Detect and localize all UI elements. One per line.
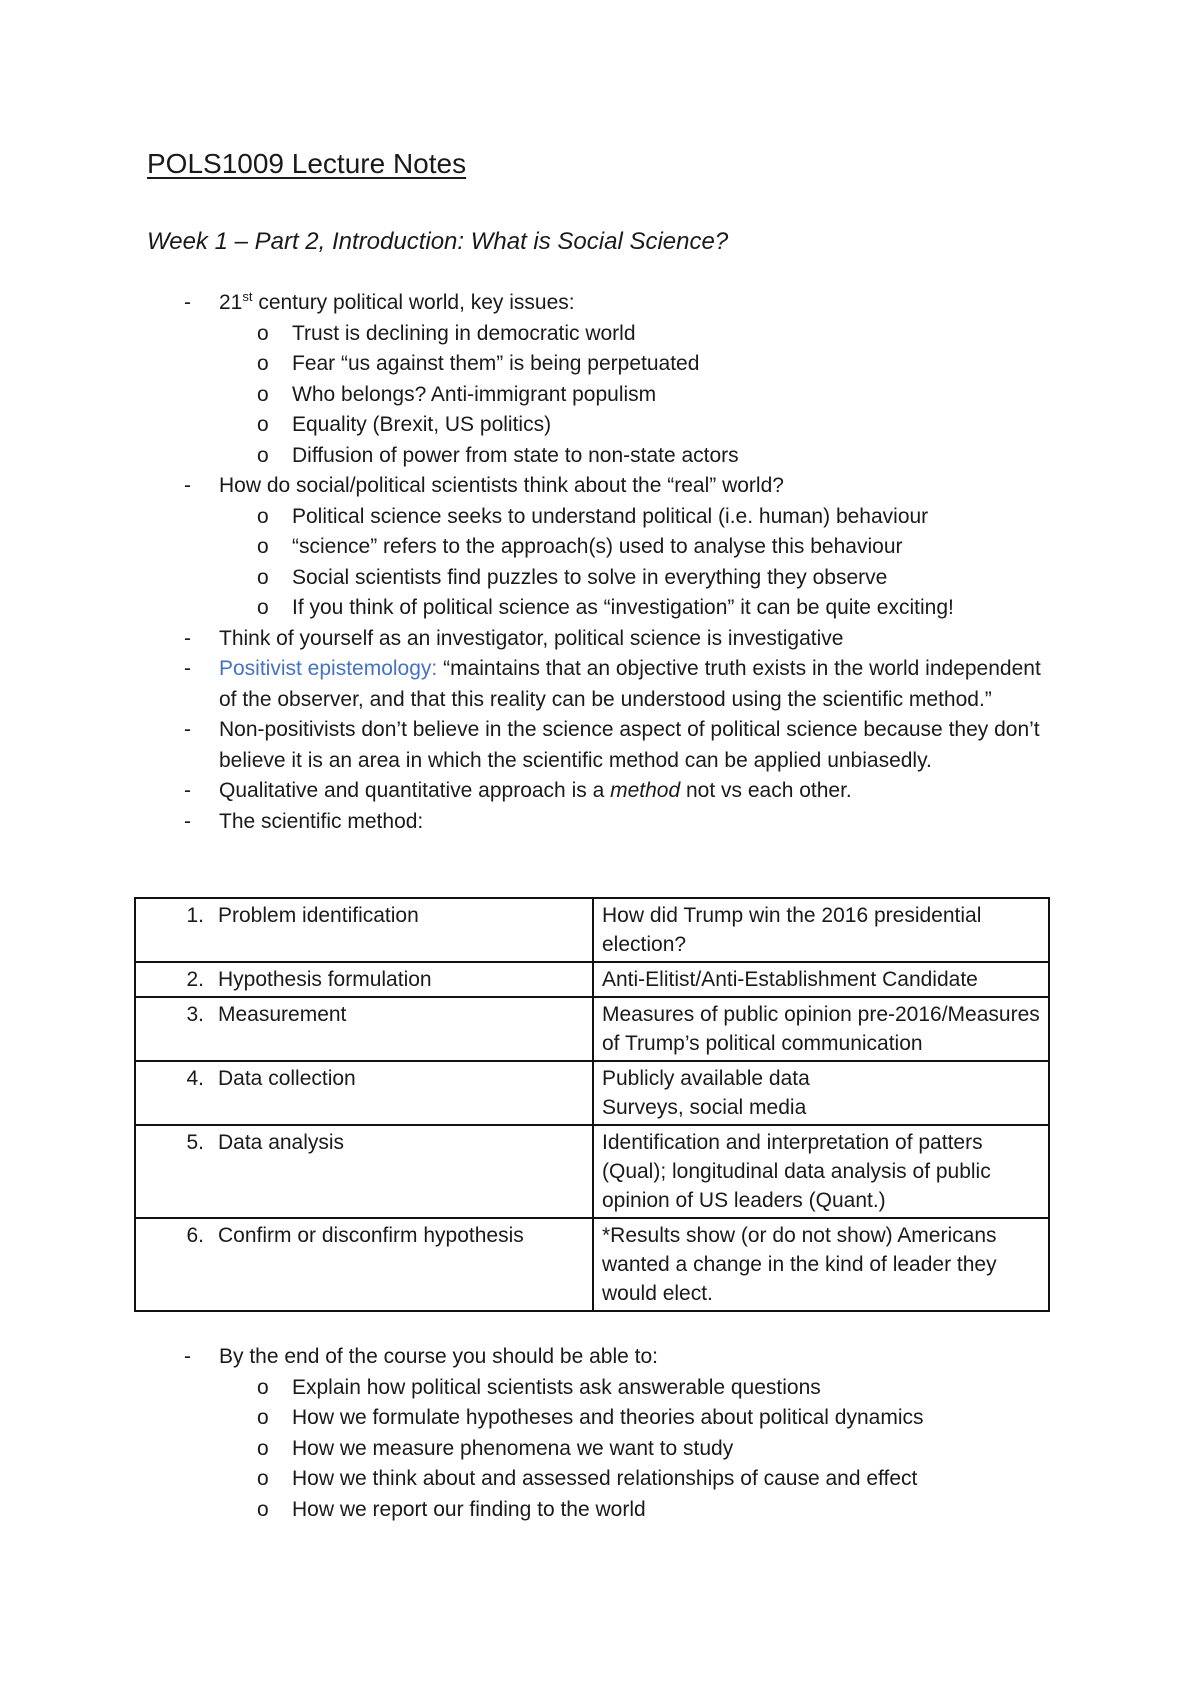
list-item-text: Non-positivists don’t believe in the science aspect of political science because they don’t believe it is an area in which the scientific method can be applied unbiasedly. (219, 718, 1040, 772)
dash-bullet: - (184, 718, 191, 741)
circle-bullet: o (257, 504, 269, 528)
circle-bullet: o (257, 352, 269, 375)
definition-term: Positivist epistemology: (219, 657, 438, 680)
circle-bullet: o (257, 565, 269, 589)
sub-item-text: Explain how political scientists ask answerable questions (292, 1375, 821, 1399)
circle-bullet: o (257, 1497, 269, 1521)
sub-item-text: Diffusion of power from state to non-state actors (292, 443, 739, 467)
step-label: Confirm or disconfirm hypothesis (218, 1224, 524, 1247)
example-cell: Measures of public opinion pre-2016/Measures of Trump’s political communication (593, 997, 1049, 1061)
list-item-text: 21 (219, 291, 243, 314)
list-item-text: not vs each other. (680, 779, 852, 802)
step-cell (135, 1061, 593, 1125)
step-label: Measurement (218, 1003, 347, 1026)
sub-item-text: How we formulate hypotheses and theories about political dynamics (292, 1406, 924, 1429)
sub-item-text: How we report our finding to the world (292, 1497, 646, 1521)
page-title: POLS1009 Lecture Notes (147, 148, 467, 179)
dash-bullet: - (184, 779, 191, 802)
example-cell: Anti-Elitist/Anti-Establishment Candidate (593, 962, 1049, 997)
list-item (0, 1342, 1200, 1373)
sub-list-item (0, 563, 1200, 594)
step-cell (135, 997, 593, 1061)
sub-item-text: Equality (Brexit, US politics) (292, 413, 552, 436)
list-item-text: The scientific method: (219, 809, 424, 833)
sub-list-item (0, 1464, 1200, 1495)
list-item-text: century political world, key issues: (252, 291, 575, 314)
sub-list-item (0, 441, 1200, 472)
sub-list-item (0, 1495, 1200, 1526)
circle-bullet: o (257, 443, 269, 467)
dash-bullet: - (184, 291, 191, 314)
circle-bullet: o (257, 535, 269, 558)
step-number: 1. (186, 904, 204, 927)
step-label: Hypothesis formulation (218, 968, 432, 991)
step-cell (135, 962, 593, 997)
step-cell (135, 1125, 593, 1218)
outcomes-list (0, 1342, 1200, 1525)
list-item (0, 776, 1200, 807)
sub-item-text: How we think about and assessed relationships of cause and effect (292, 1467, 918, 1490)
circle-bullet: o (257, 1375, 269, 1399)
circle-bullet: o (257, 1467, 269, 1490)
page-subtitle: Week 1 – Part 2, Introduction: What is Social Science? (147, 228, 729, 255)
definition-text: “maintains that an objective truth exists in the world independent of the observer, and that this reality can be understood using the scientific method.” (219, 657, 1041, 711)
sub-list-item (0, 410, 1200, 441)
sub-list-item (0, 1373, 1200, 1404)
list-item-text: By the end of the course you should be able to: (219, 1345, 658, 1368)
dash-bullet: - (184, 1345, 191, 1368)
dash-bullet: - (184, 657, 191, 680)
sub-list-item (0, 1434, 1200, 1465)
sub-item-text: Trust is declining in democratic world (292, 321, 636, 345)
sub-list-item (0, 502, 1200, 533)
step-number: 6. (186, 1224, 204, 1247)
sub-list-item (0, 593, 1200, 624)
example-cell: Identification and interpretation of patters (Qual); longitudinal data analysis of public opinion of US leaders (Quant.) (593, 1125, 1049, 1218)
example-cell: How did Trump win the 2016 presidential election? (593, 898, 1049, 962)
table-row (135, 1218, 1049, 1311)
sub-item-text: Fear “us against them” is being perpetuated (292, 352, 700, 375)
sub-list-item (0, 380, 1200, 411)
list-item-text: How do social/political scientists think about the “real” world? (219, 474, 784, 497)
circle-bullet: o (257, 321, 269, 345)
sub-item-text: Who belongs? Anti-immigrant populism (292, 382, 657, 406)
list-item (0, 471, 1200, 502)
step-number: 2. (186, 968, 204, 991)
table-row (135, 898, 1049, 962)
circle-bullet: o (257, 413, 269, 436)
example-line: Surveys, social media (602, 1096, 807, 1119)
superscript: st (242, 289, 253, 304)
step-label: Data analysis (218, 1131, 345, 1154)
circle-bullet: o (257, 1436, 269, 1460)
example-line: Publicly available data (602, 1067, 810, 1090)
sub-list-item (0, 319, 1200, 350)
sub-item-text: How we measure phenomena we want to study (292, 1436, 734, 1460)
dash-bullet: - (184, 626, 191, 650)
sub-list-item (0, 532, 1200, 563)
table-row (135, 1061, 1049, 1125)
list-item (0, 624, 1200, 655)
list-item (0, 807, 1200, 838)
sub-item-text: Political science seeks to understand political (i.e. human) behaviour (292, 504, 929, 528)
sub-list-item (0, 349, 1200, 380)
table-row (135, 962, 1049, 997)
sub-list-item (0, 1403, 1200, 1434)
scientific-method-table (134, 897, 1050, 1312)
dash-bullet: - (184, 474, 191, 497)
list-item-text: Qualitative and quantitative approach is a (219, 779, 611, 802)
step-number: 3. (186, 1003, 204, 1026)
step-cell (135, 1218, 593, 1311)
sub-item-text: If you think of political science as “investigation” it can be quite exciting! (292, 596, 954, 619)
step-label: Data collection (218, 1067, 356, 1090)
example-cell: *Results show (or do not show) Americans wanted a change in the kind of leader they would elect. (593, 1218, 1049, 1311)
example-cell (593, 1061, 1049, 1125)
emphasis-text: method (610, 779, 681, 802)
sub-item-text: Social scientists find puzzles to solve in everything they observe (292, 565, 888, 589)
sub-item-text: “science” refers to the approach(s) used to analyse this behaviour (292, 535, 903, 558)
step-number: 4. (186, 1067, 204, 1090)
list-item-text: Think of yourself as an investigator, political science is investigative (219, 626, 844, 650)
table-row (135, 997, 1049, 1061)
notes-list (0, 288, 1200, 837)
list-item (0, 288, 1200, 319)
dash-bullet: - (184, 809, 191, 833)
step-number: 5. (186, 1131, 204, 1154)
list-item (0, 654, 1200, 715)
circle-bullet: o (257, 1406, 269, 1429)
step-label: Problem identification (218, 904, 419, 927)
circle-bullet: o (257, 596, 269, 619)
step-cell (135, 898, 593, 962)
list-item (0, 715, 1200, 776)
circle-bullet: o (257, 382, 269, 406)
table-row (135, 1125, 1049, 1218)
